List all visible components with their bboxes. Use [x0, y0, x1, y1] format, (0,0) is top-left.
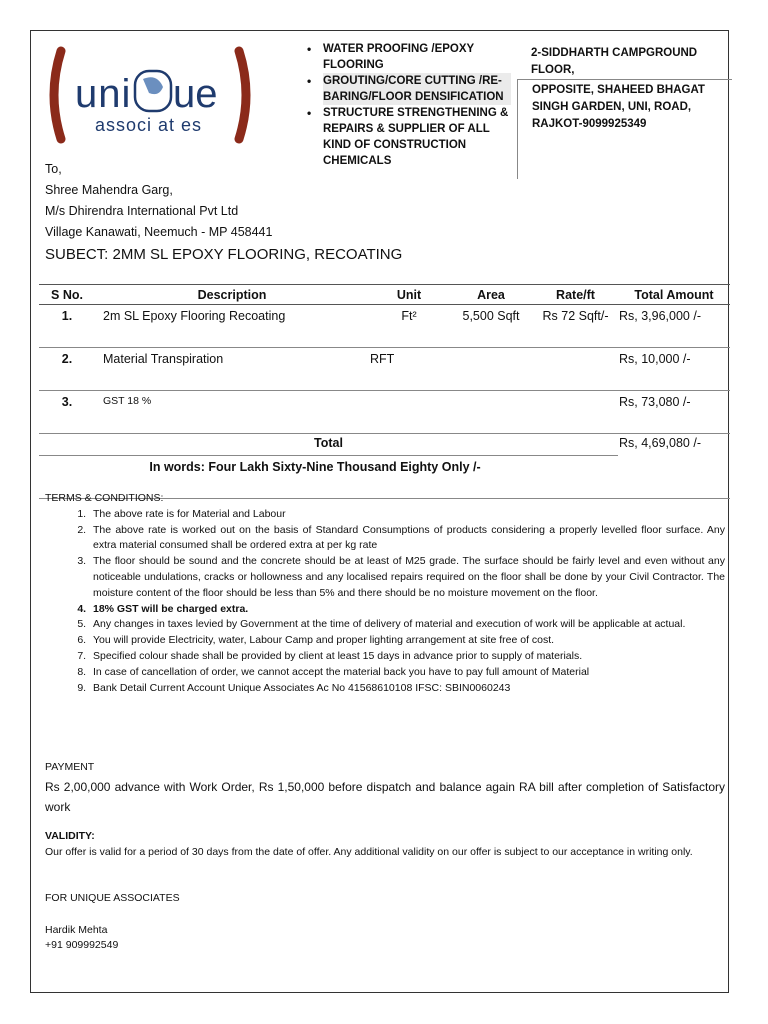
header-total: Total Amount [618, 285, 730, 305]
table-row [39, 391, 730, 434]
recipient-company: M/s Dhirendra International Pvt Ltd [45, 204, 239, 218]
payment-heading: PAYMENT [45, 761, 95, 773]
cell-description: 2m SL Epoxy Flooring Recoating [95, 305, 369, 348]
header-rate: Rate/ft [533, 285, 618, 305]
cell-total: Rs, 3,96,000 /- [618, 305, 730, 348]
validity-section [45, 829, 725, 861]
service-item: • WATER PROOFING /EPOXY FLOORING [323, 41, 511, 73]
signoff-company: FOR UNIQUE ASSOCIATES [45, 892, 180, 904]
cell-unit: RFT [369, 348, 449, 391]
logo-subtext: associ at es [95, 115, 203, 135]
term-item: 5. Any changes in taxes levied by Government at the time of delivery of material and execution of work will be applicable at actual. [89, 617, 725, 633]
cell-area: 5,500 Sqft [449, 305, 533, 348]
subject-line: SUBECT: 2MM SL EPOXY FLOORING, RECOATING [45, 246, 403, 263]
term-item: 8. In case of cancellation of order, we cannot accept the material back you have to pay full amount of Material [89, 665, 725, 681]
cell-total: Rs, 73,080 /- [618, 391, 730, 434]
total-value: Rs, 4,69,080 /- [619, 436, 701, 450]
svg-text:uni: uni [75, 72, 132, 116]
to-label: To, [45, 162, 62, 176]
term-item: 9. Bank Detail Current Account Unique Associates Ac No 41568610108 IFSC: SBIN0060243 [89, 681, 725, 697]
term-item: 4. 18% GST will be charged extra. [89, 602, 725, 618]
cell-rate [533, 348, 618, 391]
validity-heading: VALIDITY: [45, 830, 95, 842]
header-unit: Unit [369, 285, 449, 305]
term-item: 3. The floor should be sound and the concrete should be at least of M25 grade. The surface should be fairly level and even without any noticeable undulations, cracks or hollowness and any localised repairs required on the floor shall be done by your Civil Contractor. The moisture content of the floor should be less than 5% and there should be no moisture movement on the floor. [89, 554, 725, 601]
cell-description: GST 18 % [95, 391, 369, 434]
cell-area [449, 348, 533, 391]
company-address [517, 43, 732, 179]
svg-text:ue: ue [173, 72, 218, 116]
cell-rate [533, 391, 618, 434]
service-item: • STRUCTURE STRENGTHENING & REPAIRS & SUPPLIER OF ALL KIND OF CONSTRUCTION CHEMICALS [323, 105, 511, 169]
term-item: 6. You will provide Electricity, water, Labour Camp and proper lighting arrangement at site free of cost. [89, 633, 725, 649]
cell-rate: Rs 72 Sqft/- [533, 305, 618, 348]
address-line-2: OPPOSITE, SHAHEED BHAGAT SINGH GARDEN, UNI, ROAD, RAJKOT-9099925349 [517, 79, 732, 179]
table-row [39, 348, 730, 391]
table-row [39, 305, 730, 348]
cell-area [449, 391, 533, 434]
recipient-name: Shree Mahendra Garg, [45, 183, 173, 197]
signatory-name: Hardik Mehta [45, 924, 108, 936]
terms-heading: TERMS & CONDITIONS: [45, 492, 164, 504]
cell-sno: 3. [39, 391, 95, 434]
amount-in-words: In words: Four Lakh Sixty-Nine Thousand Eighty Only /- [39, 456, 730, 499]
recipient-address: Village Kanawati, Neemuch - MP 458441 [45, 225, 273, 239]
recipient-block [45, 159, 272, 243]
signatory-block [45, 923, 118, 953]
cell-unit [369, 391, 449, 434]
terms-section [45, 491, 725, 696]
address-line-1: 2-SIDDHARTH CAMPGROUND FLOOR, [531, 47, 698, 76]
payment-text: Rs 2,00,000 advance with Work Order, Rs 1,50,000 before dispatch and balance again RA bill after completion of Satisfactory work [45, 780, 725, 814]
cell-description: Material Transpiration [95, 348, 369, 391]
items-table [39, 284, 730, 499]
company-logo [47, 45, 253, 145]
header-description: Description [95, 285, 369, 305]
cell-sno: 2. [39, 348, 95, 391]
services-list [301, 41, 511, 169]
service-item: • GROUTING/CORE CUTTING /RE-BARING/FLOOR DENSIFICATION [323, 73, 511, 105]
cell-total: Rs, 10,000 /- [618, 348, 730, 391]
signatory-phone: +91 909992549 [45, 939, 119, 951]
cell-unit: Ft² [369, 305, 449, 348]
header-area: Area [449, 285, 533, 305]
total-label: Total [39, 434, 618, 456]
validity-text: Our offer is valid for a period of 30 days from the date of offer. Any additional validity on our offer is subject to our acceptance in writing only. [45, 845, 693, 858]
term-item: 2. The above rate is worked out on the basis of Standard Consumptions of products considering a properly levelled floor surface. Any extra material consumed shall be ordered extra at per kg rate [89, 523, 725, 555]
cell-sno: 1. [39, 305, 95, 348]
term-item: 7. Specified colour shade shall be provided by client at least 15 days in advance prior to supply of materials. [89, 649, 725, 665]
header-sno: S No. [39, 285, 95, 305]
table-header-row [39, 285, 730, 305]
total-row [39, 434, 730, 456]
payment-section [45, 757, 725, 817]
quotation-page [30, 30, 729, 993]
term-item: 1. The above rate is for Material and Labour [89, 507, 725, 523]
